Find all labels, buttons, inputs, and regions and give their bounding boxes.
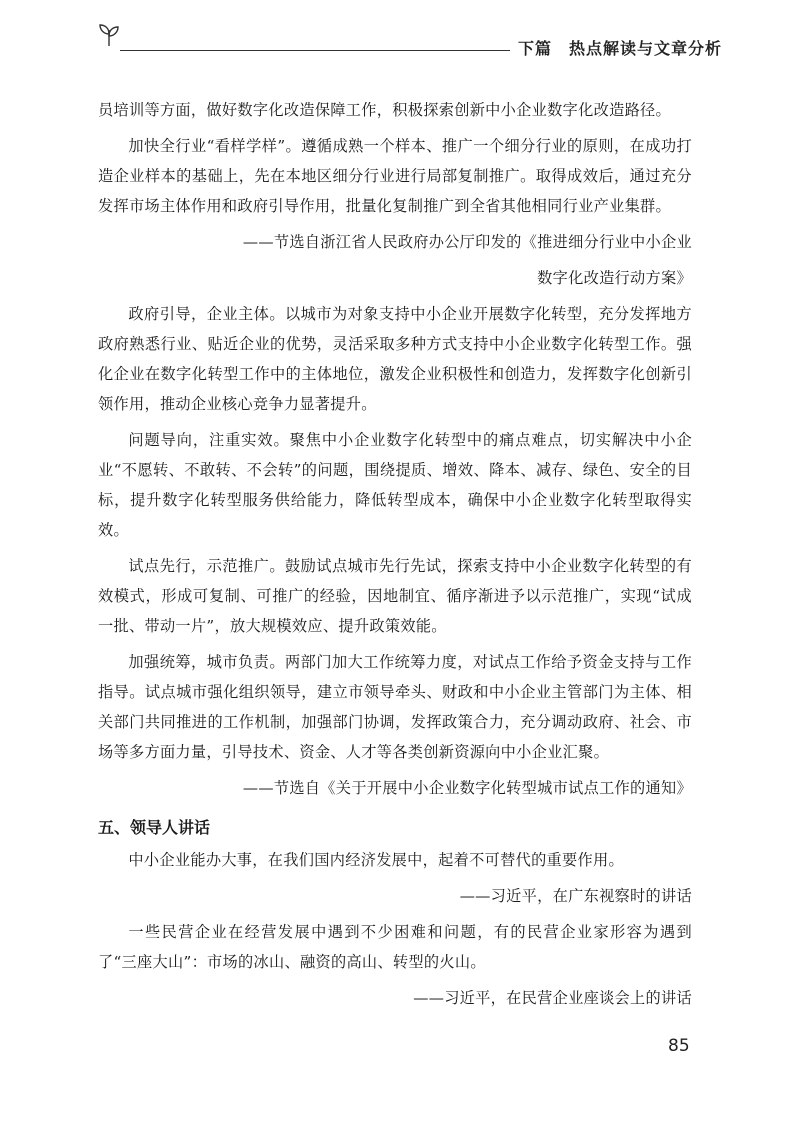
header-rule	[120, 50, 510, 51]
section-heading: 五、领导人讲话	[98, 818, 211, 837]
paragraph-continued: 员培训等方面，做好数字化改造保障工作，积极探索创新中小企业数字化改造路径。	[98, 101, 672, 119]
header-title: 下篇 热点解读与文章分析	[518, 39, 723, 58]
paragraph: 政府引导，企业主体。以城市为对象支持中小企业开展数字化转型，充分发挥地方政府熟悉行业、贴近企业的优势，灵活采取多种方式支持中小企业数字化转型工作。强化企业在数字化转型工作中的主体地位，激发企业积极性和创造力，发挥数字化创新引领作用，推动企业核心竞争力显著提升。	[98, 305, 692, 413]
paragraph: 加强统筹，城市负责。两部门加大工作统筹力度，对试点工作给予资金支持与工作指导。试点城市强化组织领导，建立市领导牵头、财政和中小企业主管部门为主体、相关部门共同推进的工作机制，加强部门协调，发挥政策合力，充分调动政府、社会、市场等多方面力量，引导技术、资金、人才等各类创新资源向中小企业汇聚。	[98, 653, 692, 761]
paragraph: 一些民营企业在经营发展中遇到不少困难和问题，有的民营企业家形容为遇到了“三座大山”：市场的冰山、融资的高山、转型的火山。	[98, 923, 692, 971]
paragraph: 中小企业能办大事，在我们国内经济发展中，起着不可替代的重要作用。	[128, 851, 624, 869]
source-citation: ——习近平，在民营企业座谈会上的讲话	[413, 989, 692, 1007]
paragraph: 加快全行业“看样学样”。遵循成熟一个样本、推广一个细分行业的原则，在成功打造企业样本的基础上，先在本地区细分行业进行局部复制推广。取得成效后，通过充分发挥市场主体作用和政府引导作用，批量化复制推广到全省其他相同行业产业集群。	[98, 137, 692, 215]
page-number: 85	[668, 1036, 690, 1056]
leaf-ornament-icon	[96, 22, 122, 48]
source-citation: 数字化改造行动方案》	[537, 269, 692, 287]
page-content	[98, 95, 692, 1019]
paragraph: 试点先行，示范推广。鼓励试点城市先行先试，探索支持中小企业数字化转型的有效模式，形成可复制、可推广的经验，因地制宜、循序渐进予以示范推广，实现“试成一批、带动一片”，放大规模效应、提升政策效能。	[98, 557, 692, 635]
source-citation: ——习近平，在广东视察时的讲话	[459, 887, 692, 905]
paragraph: 问题导向，注重实效。聚焦中小企业数字化转型中的痛点难点，切实解决中小企业“不愿转、不敢转、不会转”的问题，围绕提质、增效、降本、减存、绿色、安全的目标，提升数字化转型服务供给能力，降低转型成本，确保中小企业数字化转型取得实效。	[98, 431, 692, 539]
page-header	[0, 0, 800, 70]
source-citation: ——节选自浙江省人民政府办公厅印发的《推进细分行业中小企业	[242, 233, 692, 251]
source-citation: ——节选自《关于开展中小企业数字化转型城市试点工作的通知》	[242, 779, 692, 797]
